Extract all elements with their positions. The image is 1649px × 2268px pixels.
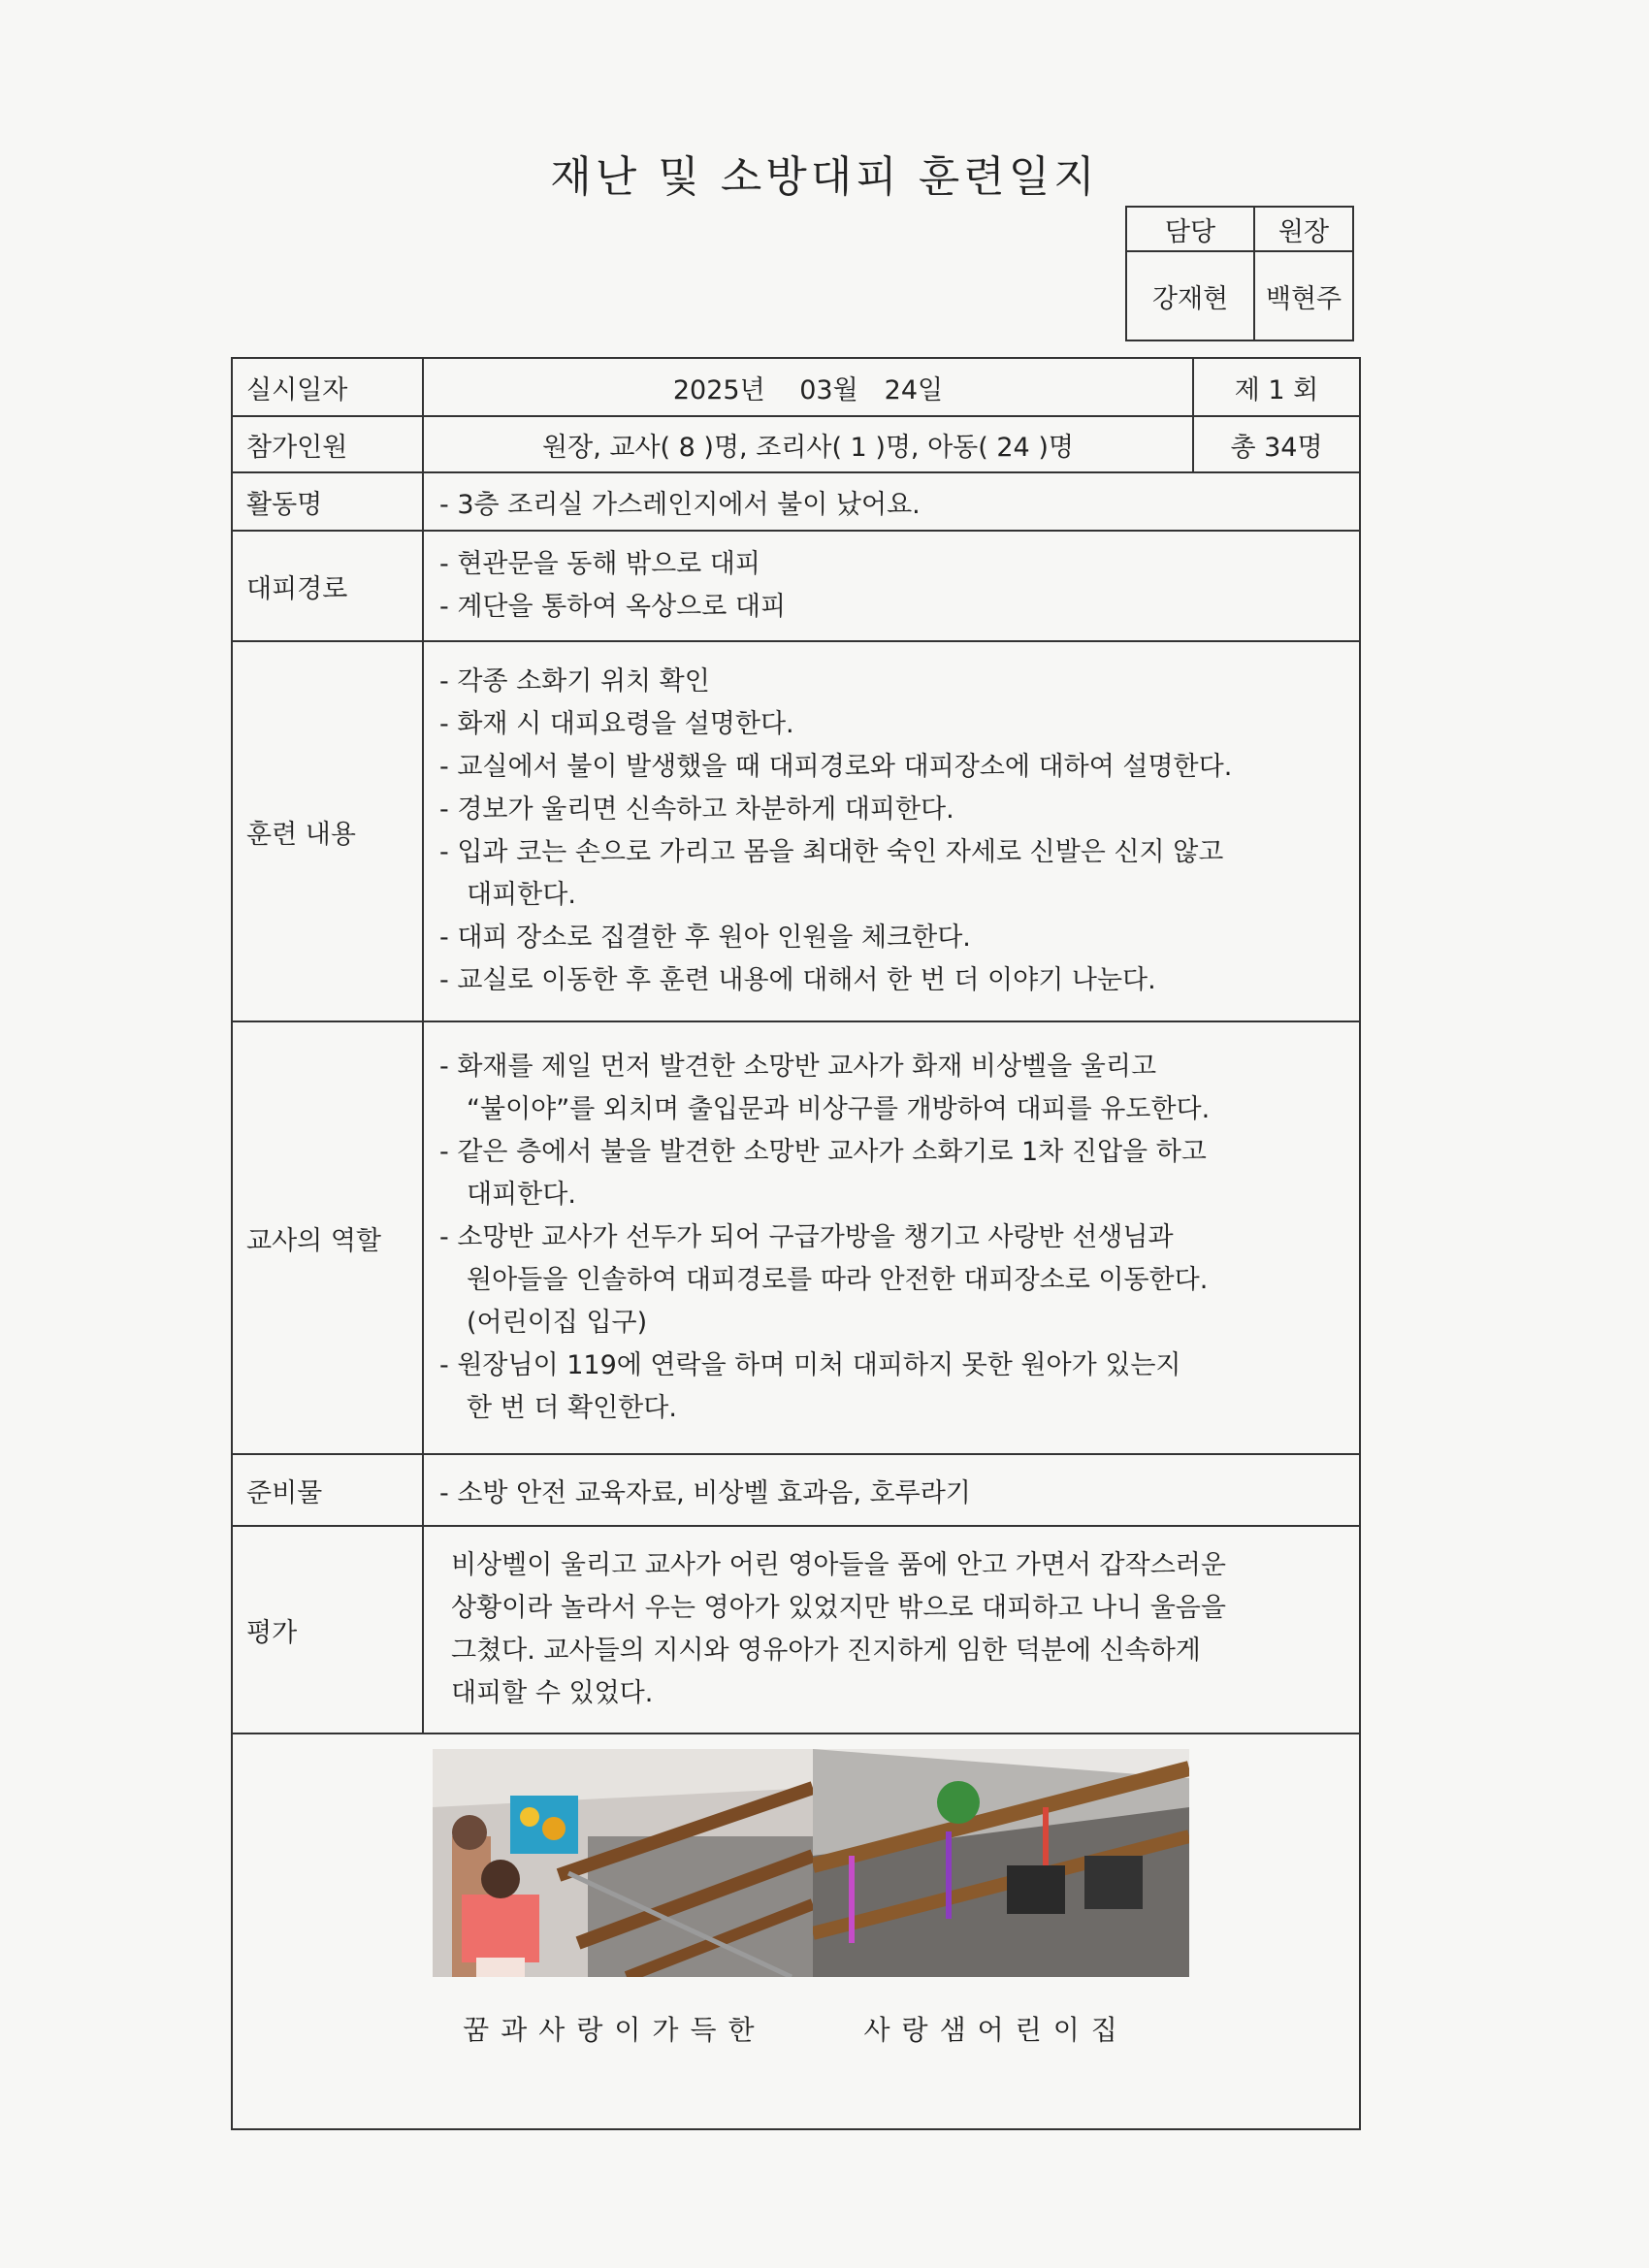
value-date: 2025년 03월 24일 [423,358,1193,416]
row-route [232,531,1360,641]
role-line: (어린이집 입구) [467,1308,648,1338]
approval-name-manager: 강재현 [1126,251,1254,340]
content-line: - 각종 소화기 위치 확인 [439,666,710,697]
evaluation-line: 그쳤다. 교사들의 지시와 영유아가 진지하게 임한 덕분에 신속하게 [451,1636,1201,1666]
role-line: - 원장님이 119에 연락을 하며 미처 대피하지 못한 원아가 있는지 [439,1350,1181,1380]
route-line: - 계단을 통하여 옥상으로 대피 [439,592,787,622]
drill-photo-right-image [813,1749,1189,1977]
role-line: “불이야”를 외치며 출입문과 비상구를 개방하여 대피를 유도한다. [467,1094,1211,1124]
kindergarten-caption [234,2009,1358,2106]
row-teacher-role [232,1021,1360,1454]
label-teacher-role: 교사의 역할 [232,1021,423,1454]
page-title: 재난 및 소방대피 훈련일지 [550,152,1099,202]
drill-photo-left-image [433,1749,813,1977]
approval-header-director: 원장 [1254,207,1353,251]
value-content [423,641,1360,1021]
row-evaluation [232,1526,1360,1733]
value-total: 총 34명 [1193,416,1360,472]
photo-cell [232,1733,1360,2129]
role-line: 대피한다. [467,1180,576,1210]
label-date: 실시일자 [232,358,423,416]
content-line: - 경보가 울리면 신속하고 차분하게 대피한다. [439,794,954,825]
photo-strip [234,1749,1358,1992]
content-line: 대피한다. [467,880,576,910]
value-route [423,531,1360,641]
drill-log-table [231,357,1361,2130]
row-participants [232,416,1360,472]
route-line: - 현관문을 동해 밖으로 대피 [439,549,760,579]
value-evaluation [423,1526,1360,1733]
row-supplies [232,1454,1360,1526]
label-route: 대피경로 [232,531,423,641]
content-line: - 대피 장소로 집결한 후 원아 인원을 체크한다. [439,923,971,953]
row-date [232,358,1360,416]
value-session: 제 1 회 [1193,358,1360,416]
label-content: 훈련 내용 [232,641,423,1021]
role-line: 한 번 더 확인한다. [467,1393,677,1423]
row-photos [232,1733,1360,2129]
role-line: - 화재를 제일 먼저 발견한 소망반 교사가 화재 비상벨을 울리고 [439,1052,1157,1082]
value-supplies: - 소방 안전 교육자료, 비상벨 효과음, 호루라기 [423,1454,1360,1526]
row-activity [232,472,1360,531]
content-line: - 교실로 이동한 후 훈련 내용에 대해서 한 번 더 이야기 나눈다. [439,965,1156,995]
label-supplies: 준비물 [232,1454,423,1526]
value-activity: - 3층 조리실 가스레인지에서 불이 났어요. [423,472,1360,531]
approval-box [1125,206,1354,341]
caption-left: 꿈과사랑이가득한 [463,2014,766,2046]
label-evaluation: 평가 [232,1526,423,1733]
content-line: - 입과 코는 손으로 가리고 몸을 최대한 숙인 자세로 신발은 신지 않고 [439,837,1224,867]
approval-name-director: 백현주 [1254,251,1353,340]
content-line: - 화재 시 대피요령을 설명한다. [439,709,794,739]
role-line: - 소망반 교사가 선두가 되어 구급가방을 챙기고 사랑반 선생님과 [439,1222,1174,1252]
role-line: - 같은 층에서 불을 발견한 소망반 교사가 소화기로 1차 진압을 하고 [439,1137,1207,1167]
evaluation-line: 대피할 수 있었다. [451,1678,654,1708]
value-participants: 원장, 교사( 8 )명, 조리사( 1 )명, 아동( 24 )명 [423,416,1193,472]
approval-header-manager: 담당 [1126,207,1254,251]
value-teacher-role [423,1021,1360,1454]
row-content [232,641,1360,1021]
label-participants: 참가인원 [232,416,423,472]
drill-photo-right [813,1749,1189,1977]
label-activity: 활동명 [232,472,423,531]
drill-photo-left [433,1749,813,1977]
evaluation-line: 비상벨이 울리고 교사가 어린 영아들을 품에 안고 가면서 갑작스러운 [451,1550,1226,1580]
role-line: 원아들을 인솔하여 대피경로를 따라 안전한 대피장소로 이동한다. [467,1265,1209,1295]
content-line: - 교실에서 불이 발생했을 때 대피경로와 대피장소에 대하여 설명한다. [439,752,1233,782]
evaluation-line: 상황이라 놀라서 우는 영아가 있었지만 밖으로 대피하고 나니 울음을 [451,1593,1226,1623]
caption-right: 사랑샘어린이집 [863,2014,1129,2046]
